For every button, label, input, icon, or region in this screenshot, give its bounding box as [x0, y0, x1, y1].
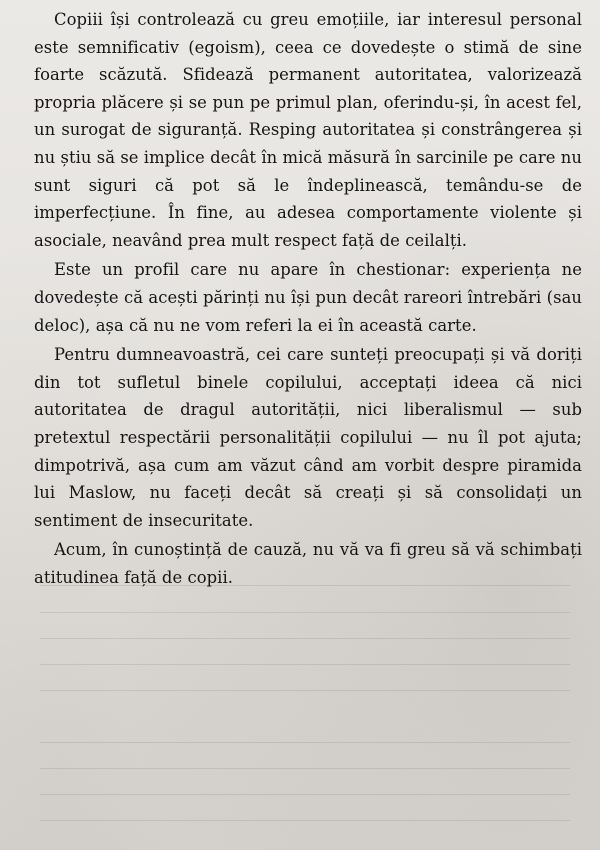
show-through-line [40, 664, 570, 665]
paragraph: Acum, în cunoștință de cauză, nu vă va fi greu să vă schimbați atitudinea față de copii. [34, 540, 582, 587]
show-through-line [40, 742, 570, 743]
show-through-line [40, 638, 570, 639]
paragraph: Pentru dumneavoastră, cei care sunteți preocupați și vă doriți din tot sufletul binele copilului, acceptați ideea că nici autoritatea de dragul autorității, nici liberalismul — sub pretextul respectării personalității copilului — nu îl pot ajuta; dimpotrivă, așa cum am văzut când am vorbit despre piramida lui Maslow, nu faceți decât să creați și să consolidați un sentiment de insecuritate. [34, 345, 582, 530]
show-through-line [40, 612, 570, 613]
show-through-line [40, 690, 570, 691]
paragraph: Este un profil care nu apare în chestionar: experiența ne dovedește că acești părinți nu își pun decât rareori întrebări (sau deloc), așa că nu ne vom referi la ei în această carte. [34, 260, 582, 335]
show-through-line [40, 794, 570, 795]
show-through-line [40, 768, 570, 769]
show-through-line [40, 820, 570, 821]
body-text [34, 6, 582, 593]
paragraph: Copiii își controlează cu greu emoțiile, iar interesul personal este semnificativ (egoism), ceea ce dovedește o stimă de sine foarte scăzută. Sfidează permanent autoritatea, valorizează propria plăcere și se pun pe primul plan, oferindu-și, în acest fel, un surogat de siguranță. Resping autoritatea și constrângerea și nu știu să se implice decât în mică măsură în sarcinile pe care nu sunt siguri că pot să le îndeplinească, temându-se de imperfecțiune. În fine, au adesea comportamente violente și asociale, neavând prea mult respect față de ceilalți. [34, 10, 582, 250]
